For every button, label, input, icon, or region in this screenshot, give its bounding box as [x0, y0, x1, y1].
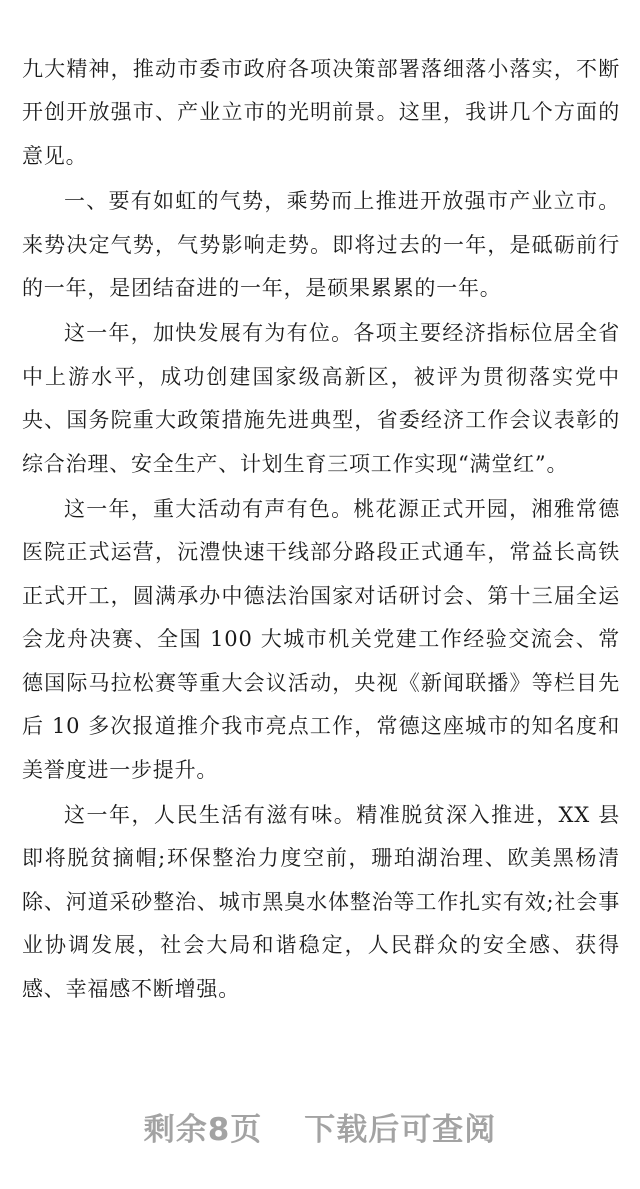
download-prompt-banner[interactable]: [0, 1104, 640, 1149]
download-to-view-label[interactable]: 下载后可查阅: [304, 1112, 497, 1148]
remaining-pages-label: 剩余8页: [143, 1112, 263, 1148]
paragraph-5: 这一年，人民生活有滋有味。精准脱贫深入推进，XX 县即将脱贫摘帽;环保整治力度空前，珊珀湖治理、欧美黑杨清除、河道采砂整治、城市黑臭水体整治等工作扎实有效;社会事业协调发展，社会大局和谐稳定，人民群众的安全感、获得感、幸福感不断增强。: [22, 802, 620, 1001]
paragraph-3: 这一年，加快发展有为有位。各项主要经济指标位居全省中上游水平，成功创建国家级高新区，被评为贯彻落实党中央、国务院重大政策措施先进典型，省委经济工作会议表彰的综合治理、安全生产、计划生育三项工作实现“满堂红”。: [22, 321, 620, 476]
paragraph-1: 九大精神，推动市委市政府各项决策部署落细落小落实，不断开创开放强市、产业立市的光明前景。这里，我讲几个方面的意见。: [22, 57, 620, 168]
paragraph-4: 这一年，重大活动有声有色。桃花源正式开园，湘雅常德医院正式运营，沅澧快速干线部分路段正式通车，常益长高铁正式开工，圆满承办中德法治国家对话研讨会、第十三届全运会龙舟决赛、全国 100 大城市机关党建工作经验交流会、常德国际马拉松赛等重大会议活动，央视《新闻联播》等栏目先后 10 多次报道推介我市亮点工作，常德这座城市的知名度和美誉度进一步提升。: [22, 497, 620, 782]
paragraph-2: 一、要有如虹的气势，乘势而上推进开放强市产业立市。来势决定气势，气势影响走势。即将过去的一年，是砥砺前行的一年，是团结奋进的一年，是硕果累累的一年。: [22, 189, 620, 301]
